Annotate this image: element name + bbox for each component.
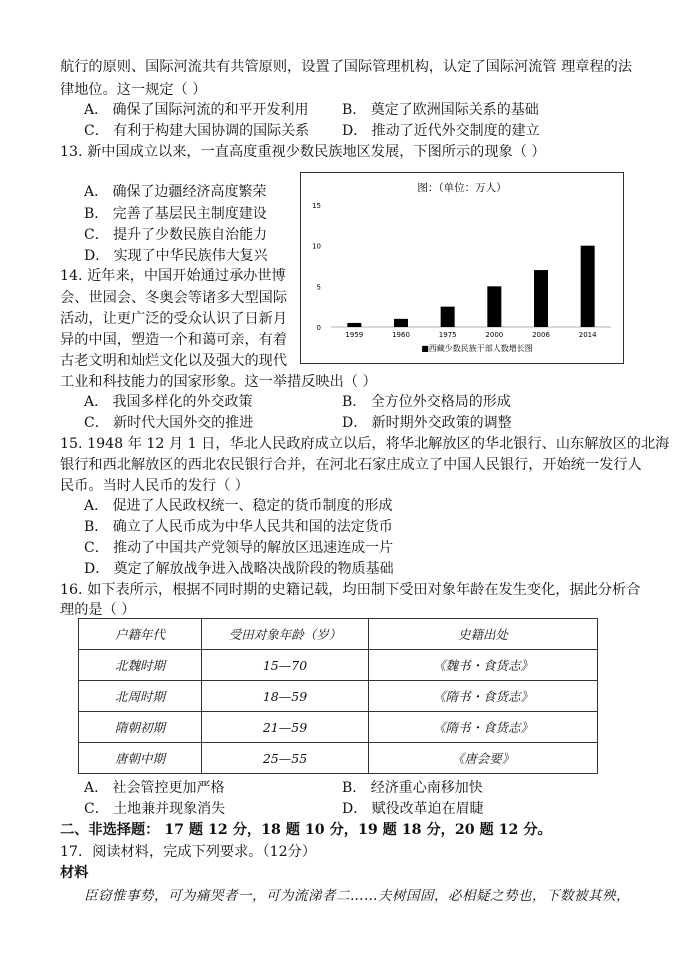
q12-option-a[interactable]: A． 确保了国际河流的和平开发利用 — [84, 102, 309, 118]
table-row — [79, 743, 598, 774]
table-header-era: 户籍年代 — [79, 619, 202, 650]
q15-option-a[interactable]: A． 促进了人民政权统一、稳定的货币制度的形成 — [84, 498, 393, 514]
x-tick-label: 2000 — [485, 331, 504, 339]
q16-option-c[interactable]: C． 土地兼并现象消失 — [84, 801, 226, 817]
q14-option-b[interactable]: B． 全方位外交格局的形成 — [342, 394, 511, 410]
q17-material-label: 材料 — [60, 865, 89, 881]
table-cell-source: 《魏书・食货志》 — [369, 650, 598, 681]
chart-title: 图：（单位：万人） — [417, 182, 507, 194]
section-2-title: 二、非选择题： 17 题 12 分，18 题 10 分，19 题 18 分，20 题 12 分。 — [60, 822, 552, 838]
bar-2014 — [581, 246, 595, 327]
table-header-age: 受田对象年龄（岁） — [202, 619, 369, 650]
table-cell-source: 《隋书・食货志》 — [369, 681, 598, 712]
q14-line-2: 会、世园会、冬奥会等诸多大型国际 — [60, 290, 288, 306]
table-cell-era: 唐朝中期 — [79, 743, 202, 774]
q16-option-a[interactable]: A． 社会管控更加严格 — [84, 780, 225, 796]
bar-2000 — [487, 286, 501, 327]
q14-option-d[interactable]: D． 新时期外交政策的调整 — [342, 415, 512, 431]
chart-legend: ■西藏少数民族干部人数增长图 — [421, 344, 533, 353]
x-tick-label: 1960 — [392, 331, 410, 339]
table-row — [79, 650, 598, 681]
q15-line-1: 15. 1948 年 12 月 1 日，华北人民政府成立以后，将华北解放区的华北银行、山东解放区的北海 — [60, 436, 670, 452]
q14-line-6: 工业和科技能力的国家形象。这一举措反映出（ ） — [60, 374, 377, 390]
q15-option-b[interactable]: B． 确立了人民币成为中华人民共和国的法定货币 — [84, 519, 393, 535]
q16-option-d[interactable]: D． 赋役改革迫在眉睫 — [342, 801, 484, 817]
table-cell-era: 北周时期 — [79, 681, 202, 712]
table-cell-source: 《隋书・食货志》 — [369, 712, 598, 743]
q14-option-c[interactable]: C． 新时代大国外交的推进 — [84, 415, 254, 431]
q14-line-4: 异的中国，塑造一个和蔼可亲，有着 — [60, 332, 288, 348]
q12-option-c[interactable]: C． 有利于构建大国协调的国际关系 — [84, 123, 310, 139]
q13-option-d[interactable]: D． 实现了中华民族伟大复兴 — [84, 248, 268, 264]
x-tick-label: 2006 — [532, 331, 550, 339]
q16-line-2: 理的是（ ） — [60, 602, 136, 618]
y-tick-label: 10 — [312, 242, 321, 251]
table-cell-age: 21—59 — [202, 712, 369, 743]
q13-option-c[interactable]: C． 提升了少数民族自治能力 — [84, 227, 268, 243]
q14-line-3: 活动，让更广泛的受众认识了日新月 — [60, 311, 288, 327]
q15-line-3: 民币。当时人民币的发行（ ） — [60, 478, 249, 494]
bar-1959 — [347, 323, 361, 327]
q13-option-b[interactable]: B． 完善了基层民主制度建设 — [84, 206, 267, 222]
x-tick-label: 2014 — [578, 331, 597, 339]
q12-option-d[interactable]: D． 推动了近代外交制度的建立 — [342, 123, 540, 139]
table-cell-source: 《唐会要》 — [369, 743, 598, 774]
q17-stem: 17．阅读材料，完成下列要求。（12分） — [60, 844, 317, 860]
land-table-wrap — [78, 618, 598, 774]
q16-option-b[interactable]: B． 经济重心南移加快 — [342, 780, 483, 796]
q15-option-c[interactable]: C． 推动了中国共产党领导的解放区迅速连成一片 — [84, 540, 394, 556]
q14-line-1: 14. 近年来，中国开始通过承办世博 — [60, 268, 286, 284]
x-tick-label: 1959 — [345, 331, 364, 339]
q14-line-5: 古老文明和灿烂文化以及强大的现代 — [60, 353, 288, 369]
q13-stem: 13. 新中国成立以来，一直高度重视少数民族地区发展，下图所示的现象（ ） — [60, 144, 546, 160]
table-cell-era: 北魏时期 — [79, 650, 202, 681]
q12-line-1: 航行的原则、国际河流共有共管原则，设置了国际管理机构，认定了国际河流管 理章程的法 — [60, 59, 633, 75]
table-row — [79, 681, 598, 712]
table-cell-age: 25—55 — [202, 743, 369, 774]
y-tick-label: 15 — [312, 202, 321, 210]
land-equalization-table — [78, 618, 598, 774]
x-tick-label: 1975 — [438, 331, 457, 339]
table-header-row — [79, 619, 598, 650]
bar-chart-svg — [301, 173, 623, 363]
table-cell-age: 18—59 — [202, 681, 369, 712]
y-tick-label: 5 — [316, 283, 321, 292]
table-cell-era: 隋朝初期 — [79, 712, 202, 743]
q13-option-a[interactable]: A． 确保了边疆经济高度繁荣 — [84, 184, 267, 200]
q16-line-1: 16. 如下表所示，根据不同时期的史籍记载，均田制下受田对象年龄在发生变化，据此分析合 — [60, 582, 641, 598]
q12-line-2: 律地位。这一规定（ ） — [60, 82, 207, 98]
table-cell-age: 15—70 — [202, 650, 369, 681]
q15-line-2: 银行和西北解放区的西北农民银行合并，在河北石家庄成立了中国人民银行，开始统一发行人 — [60, 457, 642, 473]
q14-option-a[interactable]: A． 我国多样化的外交政策 — [84, 394, 253, 410]
q15-option-d[interactable]: D． 奠定了解放战争进入战略决战阶段的物质基础 — [84, 561, 394, 577]
q17-material-quote: 臣窃惟事势，可为痛哭者一，可为流涕者二……夫树国固，必相疑之势也，下数被其殃， — [84, 888, 630, 904]
table-header-source: 史籍出处 — [369, 619, 598, 650]
y-tick-label: 0 — [316, 324, 321, 332]
bar-1960 — [394, 319, 408, 327]
bar-chart — [300, 172, 624, 364]
bar-2006 — [534, 270, 548, 327]
bar-1975 — [441, 307, 455, 327]
q12-option-b[interactable]: B． 奠定了欧洲国际关系的基础 — [342, 102, 539, 118]
table-row — [79, 712, 598, 743]
